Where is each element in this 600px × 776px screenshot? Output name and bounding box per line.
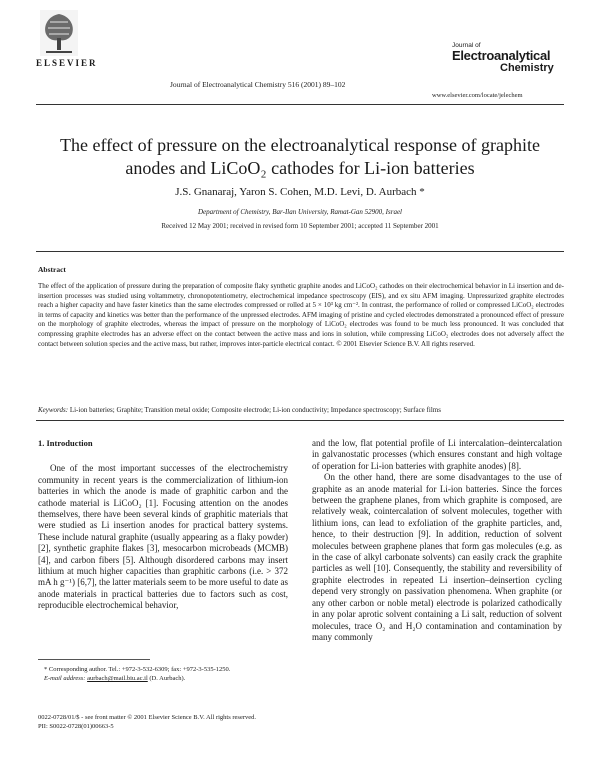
elsevier-tree-logo-icon <box>40 10 78 56</box>
keywords <box>38 406 564 416</box>
section-heading-introduction: 1. Introduction <box>38 438 93 448</box>
keywords-label: Keywords: <box>38 406 69 414</box>
journal-brand-prefix: Journal of <box>452 42 481 49</box>
title-divider <box>36 251 564 252</box>
header-divider <box>36 104 564 105</box>
article-title: The effect of pressure on the electroanalytical response of graphite anodes and LiCoO₂ cathodes for Li-ion batteries <box>60 135 540 178</box>
imprint <box>38 713 256 731</box>
article-authors: J.S. Gnanaraj, Yaron S. Cohen, M.D. Levi, D. Aurbach * <box>175 186 425 198</box>
intro-paragraph-1: One of the most important successes of the electrochemistry community in recent years is the commercialization of lithium-ion batteries in which the anode is made of graphitic carbon and the cathode material is LiCoO₂ [1]. Focusing attention on the anodes themselves, there have been several kinds of graphitic materials that were studied as Li insertion anodes for practical battery systems. These include natural graphite (usually appearing as a flaky powder) [2], synthetic graphite flakes [3], mesocarbon microbeads (MCMB) [4], and carbon fibers [5]. Although disordered carbons may insert lithium at much higher capacities than graphitic carbons (i.e. > 372 mA h g⁻¹) [6,7], the latter materials seem to be more useful to date as anode materials in practical batteries due to factors such as cost, reproducible electrochemical behavior, <box>38 463 288 611</box>
journal-brand-line2: Chemistry <box>500 62 554 74</box>
email-suffix: (D. Aurbach). <box>147 675 186 682</box>
email-line <box>38 674 288 683</box>
issn-line: 0022-0728/01/$ - see front matter © 2001 Elsevier Science B.V. All rights reserved. <box>38 714 257 721</box>
journal-brand-line1: Electroanalytical <box>452 48 551 63</box>
abstract-body: The effect of the application of pressure during the preparation of composite flaky synthetic graphite anodes and LiCoO₂ cathodes on their electrochemical behavior in Li insertion and de-insertion processes was studied using voltammetry, chronopotentiometry, electrochemical impedance spectroscopy (EIS), and ex situ AFM imaging. Unpressurized graphite electrodes reach a higher capacity and have faster kinetics than the same electrodes compressed or rolled at 5 × 10³ kg cm⁻². In contrast, the performance of rolled or compressed LiCoO₂ electrodes in terms of capacity and kinetics was better than the performance of the unpressed electrodes. AFM imaging of pristine and cycled electrodes demonstrated a pronounced effect of pressure on the morphology of graphite electrodes, whereas the impact of pressure on the morphology of LiCoO₂ electrodes was found to be much less pronounced. It was concluded that compressing graphite electrodes has an adverse effect on the contact between the active mass and ions in solution, while compressing LiCoO₂ electrodes does not adversely affect the contact between solution species and the active mass, but rather, improves inter-particle electrical contact. © 2001 Elsevier Science B.V. All rights reserved. <box>38 282 564 348</box>
author-affiliation: Department of Chemistry, Bar-Ilan University, Ramat-Gan 52900, Israel <box>197 208 402 216</box>
abstract-divider <box>36 420 564 421</box>
abstract-heading: Abstract <box>38 265 66 274</box>
keywords-list: Li-ion batteries; Graphite; Transition metal oxide; Composite electrode; Li-ion conductivity; Impedance spectroscopy; Surface films <box>68 406 441 414</box>
corresponding-author-note: * Corresponding author. Tel.: +972-3-532-6309; fax: +972-3-535-1250. <box>44 666 231 673</box>
footnote-divider <box>38 659 150 660</box>
email-label: E-mail address: <box>44 675 86 682</box>
email-link[interactable]: aurbach@mail.biu.ac.il <box>87 675 148 682</box>
publisher-wordmark: ELSEVIER <box>36 58 98 68</box>
journal-citation: Journal of Electroanalytical Chemistry 516 (2001) 89–102 <box>170 80 346 89</box>
footnote <box>38 665 288 683</box>
right-column <box>312 438 562 643</box>
article-dates: Received 12 May 2001; received in revised form 10 September 2001; accepted 11 September 2001 <box>161 222 439 230</box>
journal-url[interactable]: www.elsevier.com/locate/jelechem <box>432 92 523 99</box>
pii-line: PII: S0022-0728(01)00663-5 <box>38 723 114 730</box>
intro-paragraph-2: On the other hand, there are some disadvantages to the use of graphite as an anode material for Li-ion batteries. Since the forces between the graphene planes, from which graphite is composed, are relatively weak, cointercalation of solvent molecules, together with lithium ions, can lead to exfoliation of the graphite particles, and, hence, to their destruction [9]. In addition, reduction of solvent molecules between graphene planes that form gas molecules (e.g. as in the case of alkyl carbonate solvents) can easily crack the graphite particles as well [10]. Consequently, the stability and reversibility of graphite electrodes in repeated Li insertion–deinsertion cycling depend very strongly on passivation phenomena. When graphite (or any other carbon or noble metal) electrode is polarized cathodically in any polar aprotic solvent containing a Li salt, reduction of solvent molecules, trace O₂ and H₂O contamination and contamination by many commonly <box>312 472 562 642</box>
left-column <box>38 438 288 612</box>
intro-paragraph-continued: and the low, flat potential profile of Li intercalation–deintercalation in galvanostatic processes (which ensures constant and high voltage of operation for Li-ion batteries with graphite anodes) [8]. <box>312 438 562 471</box>
